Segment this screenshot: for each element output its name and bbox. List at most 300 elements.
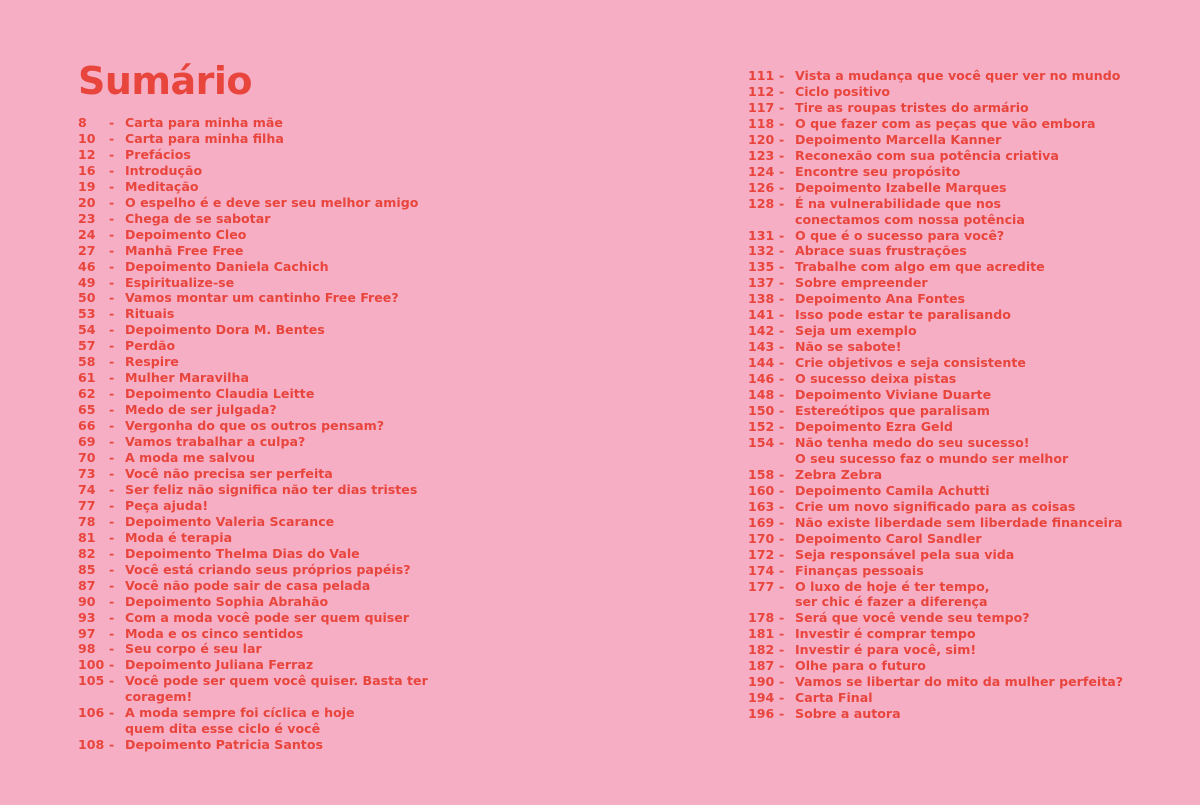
toc-page-number: 85: [78, 561, 96, 577]
toc-page-number: 93: [78, 609, 96, 625]
toc-entry: [78, 259, 498, 275]
toc-entry: [78, 530, 498, 546]
toc-separator: -: [779, 690, 785, 706]
toc-separator: -: [779, 642, 785, 658]
toc-entry: [78, 418, 498, 434]
toc-page-number: 46: [78, 258, 96, 274]
toc-page-number: 142: [748, 323, 775, 339]
toc-separator: -: [109, 322, 115, 338]
toc-entry-title: Seja responsável pela sua vida: [795, 546, 1015, 562]
toc-page-number: 27: [78, 242, 96, 258]
toc-entry: [748, 610, 1188, 626]
toc-separator: -: [109, 673, 115, 689]
toc-separator: -: [109, 370, 115, 386]
toc-entry-title: Carta para minha mãe: [125, 115, 283, 130]
toc-page-number: 120: [748, 131, 775, 147]
toc-entry-title: A moda sempre foi cíclica e hoje quem dita esse ciclo é você: [125, 705, 355, 737]
toc-separator: -: [109, 737, 115, 753]
toc-entry: [78, 673, 498, 705]
toc-separator: -: [779, 291, 785, 307]
toc-page-number: 111: [748, 68, 775, 83]
toc-separator: -: [779, 418, 785, 434]
toc-entry: [78, 290, 498, 306]
toc-separator: -: [779, 147, 785, 163]
toc-separator: -: [109, 386, 115, 402]
toc-entry-title: Depoimento Marcella Kanner: [795, 131, 1002, 147]
toc-separator: -: [779, 355, 785, 371]
toc-entry-title: Você não precisa ser perfeita: [125, 465, 333, 481]
toc-entry: [78, 211, 498, 227]
toc-entry: [78, 514, 498, 530]
toc-page-number: 97: [78, 625, 96, 641]
toc-entry-title: Peça ajuda!: [125, 497, 209, 513]
toc-page-number: 123: [748, 147, 775, 163]
toc-separator: -: [109, 609, 115, 625]
toc-entry: [748, 690, 1188, 706]
toc-entry-title: Vamos montar um cantinho Free Free?: [125, 290, 399, 306]
toc-separator: -: [109, 130, 115, 146]
toc-entry-title: Tire as roupas tristes do armário: [795, 99, 1029, 115]
toc-page-number: 87: [78, 577, 96, 593]
toc-page-number: 98: [78, 641, 96, 657]
toc-page-number: 170: [748, 530, 775, 546]
toc-page-number: 112: [748, 83, 775, 99]
toc-entry: [748, 467, 1188, 483]
toc-entry-title: A moda me salvou: [125, 450, 255, 466]
toc-page-number: 187: [748, 658, 775, 674]
toc-separator: -: [779, 498, 785, 514]
toc-entry: [78, 275, 498, 291]
toc-entry-title: Depoimento Thelma Dias do Vale: [125, 545, 360, 561]
page-title: Sumário: [78, 59, 253, 103]
toc-entry: [748, 706, 1188, 722]
toc-entry: [78, 147, 498, 163]
toc-entry: [748, 84, 1188, 100]
toc-entry: [78, 386, 498, 402]
toc-entry: [748, 371, 1188, 387]
toc-entry: [78, 578, 498, 594]
toc-entry-title: Espiritualize-se: [125, 274, 235, 290]
toc-entry-title: Depoimento Daniela Cachich: [125, 258, 329, 274]
toc-entry: [78, 322, 498, 338]
toc-separator: -: [779, 371, 785, 387]
toc-page-number: 118: [748, 115, 775, 131]
toc-entry-title: Depoimento Cleo: [125, 226, 247, 242]
toc-page-number: 78: [78, 513, 96, 529]
toc-separator: -: [109, 625, 115, 641]
toc-entry: [78, 354, 498, 370]
toc-page-number: 128: [748, 195, 775, 211]
toc-separator: -: [779, 163, 785, 179]
toc-separator: -: [779, 323, 785, 339]
toc-entry-title: Investir é comprar tempo: [795, 626, 976, 642]
toc-separator: -: [109, 146, 115, 162]
toc-entry-title: Encontre seu propósito: [795, 163, 961, 179]
toc-entry-title: Seja um exemplo: [795, 323, 917, 339]
toc-separator: -: [779, 131, 785, 147]
toc-separator: -: [779, 706, 785, 722]
toc-page-number: 23: [78, 210, 96, 226]
toc-entry: [748, 579, 1188, 611]
toc-page-number: 10: [78, 130, 96, 146]
toc-right-column: [748, 68, 1188, 722]
toc-entry-title: Estereótipos que paralisam: [795, 403, 990, 419]
toc-separator: -: [779, 466, 785, 482]
toc-entry: [78, 626, 498, 642]
toc-separator: -: [779, 307, 785, 323]
toc-entry: [748, 626, 1188, 642]
toc-separator: -: [109, 306, 115, 322]
toc-page-number: 177: [748, 578, 775, 594]
toc-entry: [748, 403, 1188, 419]
toc-entry: [748, 515, 1188, 531]
toc-entry-title: Meditação: [125, 178, 199, 194]
toc-entry-title: Depoimento Ezra Geld: [795, 418, 953, 434]
toc-entry: [78, 498, 498, 514]
toc-separator: -: [109, 577, 115, 593]
toc-entry-title: Depoimento Claudia Leitte: [125, 386, 315, 402]
toc-separator: -: [109, 705, 115, 721]
toc-page-number: 163: [748, 498, 775, 514]
toc-page-number: 124: [748, 163, 775, 179]
toc-page-number: 169: [748, 514, 775, 530]
toc-entry-title: Sobre a autora: [795, 706, 901, 722]
toc-entry: [748, 323, 1188, 339]
toc-entry-title: Vamos trabalhar a culpa?: [125, 434, 306, 450]
toc-entry: [748, 196, 1188, 228]
toc-entry-title: Mulher Maravilha: [125, 370, 249, 386]
toc-entry-title: Crie um novo significado para as coisas: [795, 498, 1076, 514]
toc-page-number: 49: [78, 274, 96, 290]
toc-entry: [748, 68, 1188, 84]
toc-entry-title: Manhã Free Free: [125, 242, 244, 258]
toc-separator: -: [779, 275, 785, 291]
toc-entry-title: Finanças pessoais: [795, 562, 924, 578]
toc-entry-title: Investir é para você, sim!: [795, 642, 977, 658]
toc-separator: -: [779, 115, 785, 131]
toc-page-number: 53: [78, 306, 96, 322]
toc-page-number: 105: [78, 673, 105, 689]
toc-entry-title: Depoimento Ana Fontes: [795, 291, 966, 307]
toc-entry-title: Você não pode sair de casa pelada: [125, 577, 371, 593]
toc-separator: -: [109, 481, 115, 497]
toc-entry-title: Moda e os cinco sentidos: [125, 625, 304, 641]
toc-separator: -: [109, 561, 115, 577]
toc-page-number: 141: [748, 307, 775, 323]
toc-separator: -: [109, 194, 115, 210]
toc-page-number: 74: [78, 481, 96, 497]
toc-entry: [748, 658, 1188, 674]
toc-page-number: 108: [78, 737, 105, 753]
toc-entry-title: Vamos se libertar do mito da mulher perfeita?: [795, 674, 1124, 690]
toc-page-number: 24: [78, 226, 96, 242]
toc-separator: -: [779, 482, 785, 498]
toc-entry-title: Carta Final: [795, 690, 873, 706]
toc-entry: [748, 307, 1188, 323]
toc-separator: -: [779, 403, 785, 419]
toc-page-number: 117: [748, 99, 775, 115]
toc-page-number: 154: [748, 434, 775, 450]
toc-page-number: 81: [78, 529, 96, 545]
toc-entry-title: Reconexão com sua potência criativa: [795, 147, 1059, 163]
toc-separator: -: [779, 562, 785, 578]
toc-entry-title: Depoimento Izabelle Marques: [795, 179, 1007, 195]
toc-separator: -: [109, 290, 115, 306]
toc-entry: [78, 402, 498, 418]
toc-separator: -: [109, 210, 115, 226]
toc-entry-title: Ciclo positivo: [795, 83, 891, 99]
toc-entry-title: Depoimento Juliana Ferraz: [125, 657, 314, 673]
toc-entry-title: Depoimento Dora M. Bentes: [125, 322, 325, 338]
toc-entry: [78, 227, 498, 243]
toc-page-number: 174: [748, 562, 775, 578]
toc-entry-title: O sucesso deixa pistas: [795, 371, 957, 387]
toc-entry: [748, 228, 1188, 244]
toc-entry-title: Rituais: [125, 306, 175, 322]
toc-entry: [748, 180, 1188, 196]
toc-entry-title: O espelho é e deve ser seu melhor amigo: [125, 194, 419, 210]
toc-entry: [748, 275, 1188, 291]
toc-entry-title: Depoimento Viviane Duarte: [795, 387, 992, 403]
toc-page-number: 152: [748, 418, 775, 434]
toc-separator: -: [109, 242, 115, 258]
toc-left-column: [78, 115, 498, 753]
toc-separator: -: [109, 513, 115, 529]
toc-page-number: 100: [78, 657, 105, 673]
toc-entry: [78, 131, 498, 147]
toc-page-number: 137: [748, 275, 775, 291]
toc-entry-title: Olhe para o futuro: [795, 658, 926, 674]
toc-page-number: 135: [748, 259, 775, 275]
toc-entry: [748, 164, 1188, 180]
toc-page-number: 148: [748, 387, 775, 403]
toc-separator: -: [109, 657, 115, 673]
toc-separator: -: [779, 610, 785, 626]
toc-entry: [78, 163, 498, 179]
toc-separator: -: [779, 83, 785, 99]
toc-entry: [78, 657, 498, 673]
toc-page-number: 19: [78, 178, 96, 194]
toc-page-number: 181: [748, 626, 775, 642]
toc-entry-title: Depoimento Valeria Scarance: [125, 513, 335, 529]
toc-separator: -: [779, 387, 785, 403]
toc-separator: -: [779, 434, 785, 450]
toc-entry-title: Carta para minha filha: [125, 130, 284, 146]
toc-separator: -: [109, 402, 115, 418]
toc-page-number: 178: [748, 610, 775, 626]
toc-separator: -: [109, 258, 115, 274]
toc-separator: -: [109, 465, 115, 481]
toc-page-number: 158: [748, 466, 775, 482]
toc-page-number: 182: [748, 642, 775, 658]
toc-page-number: 172: [748, 546, 775, 562]
toc-entry: [78, 338, 498, 354]
toc-separator: -: [779, 514, 785, 530]
toc-page-number: 57: [78, 338, 96, 354]
toc-page-number: 160: [748, 482, 775, 498]
toc-page-number: 90: [78, 593, 96, 609]
toc-entry-title: Vista a mudança que você quer ver no mundo: [795, 68, 1121, 83]
toc-page-number: 82: [78, 545, 96, 561]
toc-entry-title: Não existe liberdade sem liberdade financeira: [795, 514, 1123, 530]
toc-entry-title: Depoimento Patricia Santos: [125, 737, 323, 753]
toc-page-number: 77: [78, 497, 96, 513]
toc-entry-title: Você está criando seus próprios papéis?: [125, 561, 411, 577]
toc-entry: [78, 243, 498, 259]
toc-entry: [78, 705, 498, 737]
toc-entry-title: Ser feliz não significa não ter dias tristes: [125, 481, 418, 497]
toc-entry-title: Trabalhe com algo em que acredite: [795, 259, 1045, 275]
toc-entry: [748, 531, 1188, 547]
toc-separator: -: [779, 227, 785, 243]
toc-page-number: 20: [78, 194, 96, 210]
toc-entry: [78, 434, 498, 450]
toc-entry: [748, 355, 1188, 371]
toc-page-number: 131: [748, 227, 775, 243]
toc-page-number: 54: [78, 322, 96, 338]
toc-separator: -: [779, 259, 785, 275]
toc-page-number: 61: [78, 370, 96, 386]
toc-separator: -: [109, 497, 115, 513]
toc-separator: -: [109, 434, 115, 450]
toc-page-number: 12: [78, 146, 96, 162]
toc-entry: [748, 132, 1188, 148]
toc-page-number: 143: [748, 339, 775, 355]
toc-entry: [748, 148, 1188, 164]
toc-entry-title: Isso pode estar te paralisando: [795, 307, 1011, 323]
toc-separator: -: [779, 546, 785, 562]
toc-separator: -: [109, 226, 115, 242]
toc-separator: -: [109, 418, 115, 434]
toc-separator: -: [779, 195, 785, 211]
toc-separator: -: [109, 450, 115, 466]
toc-entry-title: Com a moda você pode ser quem quiser: [125, 609, 410, 625]
toc-entry: [78, 195, 498, 211]
toc-page-number: 196: [748, 706, 775, 722]
toc-entry: [748, 435, 1188, 467]
toc-entry: [748, 483, 1188, 499]
toc-entry: [78, 179, 498, 195]
toc-page-number: 138: [748, 291, 775, 307]
toc-entry: [78, 482, 498, 498]
toc-entry-title: Prefácios: [125, 146, 191, 162]
toc-page-number: 146: [748, 371, 775, 387]
toc-entry-title: Seu corpo é seu lar: [125, 641, 262, 657]
toc-separator: -: [779, 530, 785, 546]
toc-page-number: 65: [78, 402, 96, 418]
toc-separator: -: [109, 529, 115, 545]
toc-separator: -: [109, 354, 115, 370]
toc-page-number: 132: [748, 243, 775, 259]
toc-separator: -: [779, 68, 785, 83]
toc-page-number: 150: [748, 403, 775, 419]
toc-entry: [748, 547, 1188, 563]
toc-entry-title: Não se sabote!: [795, 339, 902, 355]
toc-page-number: 194: [748, 690, 775, 706]
toc-entry: [78, 641, 498, 657]
toc-entry: [748, 243, 1188, 259]
toc-entry-title: O luxo de hoje é ter tempo, ser chic é fazer a diferença: [795, 578, 990, 610]
toc-separator: -: [779, 243, 785, 259]
toc-entry-title: Medo de ser julgada?: [125, 402, 277, 418]
toc-entry: [78, 546, 498, 562]
toc-entry: [78, 466, 498, 482]
toc-entry: [748, 116, 1188, 132]
toc-entry: [748, 642, 1188, 658]
toc-separator: -: [109, 162, 115, 178]
toc-separator: -: [779, 674, 785, 690]
toc-separator: -: [109, 274, 115, 290]
toc-entry: [748, 100, 1188, 116]
toc-entry: [748, 259, 1188, 275]
toc-page-number: 50: [78, 290, 96, 306]
toc-entry-title: Respire: [125, 354, 179, 370]
toc-separator: -: [779, 339, 785, 355]
toc-separator: -: [109, 641, 115, 657]
toc-page-number: 62: [78, 386, 96, 402]
toc-entry: [748, 339, 1188, 355]
toc-entry: [78, 306, 498, 322]
toc-page-number: 70: [78, 450, 96, 466]
toc-separator: -: [779, 658, 785, 674]
toc-entry-title: Moda é terapia: [125, 529, 233, 545]
toc-page-number: 16: [78, 162, 96, 178]
toc-entry-title: Crie objetivos e seja consistente: [795, 355, 1026, 371]
toc-entry: [748, 674, 1188, 690]
toc-separator: -: [109, 115, 115, 130]
toc-entry: [748, 419, 1188, 435]
toc-entry-title: Será que você vende seu tempo?: [795, 610, 1030, 626]
toc-entry: [78, 610, 498, 626]
toc-separator: -: [109, 545, 115, 561]
toc-page-number: 190: [748, 674, 775, 690]
toc-entry: [748, 499, 1188, 515]
toc-page-number: 8: [78, 115, 87, 130]
toc-page-number: 144: [748, 355, 775, 371]
toc-entry-title: É na vulnerabilidade que nos conectamos com nossa potência: [795, 195, 1025, 227]
toc-entry-title: Perdão: [125, 338, 176, 354]
toc-entry-title: Depoimento Carol Sandler: [795, 530, 982, 546]
toc-separator: -: [779, 626, 785, 642]
toc-entry-title: Você pode ser quem você quiser. Basta ter coragem!: [125, 673, 428, 705]
toc-entry: [78, 562, 498, 578]
toc-entry-title: O que fazer com as peças que vão embora: [795, 115, 1096, 131]
toc-entry-title: Zebra Zebra: [795, 466, 883, 482]
toc-page-number: 66: [78, 418, 96, 434]
toc-entry-title: Chega de se sabotar: [125, 210, 271, 226]
toc-entry-title: Depoimento Sophia Abrahão: [125, 593, 329, 609]
toc-page-number: 106: [78, 705, 105, 721]
toc-entry: [78, 594, 498, 610]
toc-entry-title: Não tenha medo do seu sucesso! O seu sucesso faz o mundo ser melhor: [795, 434, 1069, 466]
toc-entry-title: Sobre empreender: [795, 275, 928, 291]
toc-separator: -: [109, 338, 115, 354]
toc-entry-title: Vergonha do que os outros pensam?: [125, 418, 385, 434]
toc-separator: -: [779, 99, 785, 115]
toc-entry: [78, 370, 498, 386]
toc-entry: [748, 387, 1188, 403]
toc-separator: -: [779, 578, 785, 594]
toc-entry: [748, 291, 1188, 307]
toc-separator: -: [109, 593, 115, 609]
toc-page-number: 58: [78, 354, 96, 370]
toc-page-number: 69: [78, 434, 96, 450]
toc-entry-title: Depoimento Camila Achutti: [795, 482, 990, 498]
toc-separator: -: [779, 179, 785, 195]
toc-page-number: 73: [78, 465, 96, 481]
toc-separator: -: [109, 178, 115, 194]
toc-entry: [748, 563, 1188, 579]
